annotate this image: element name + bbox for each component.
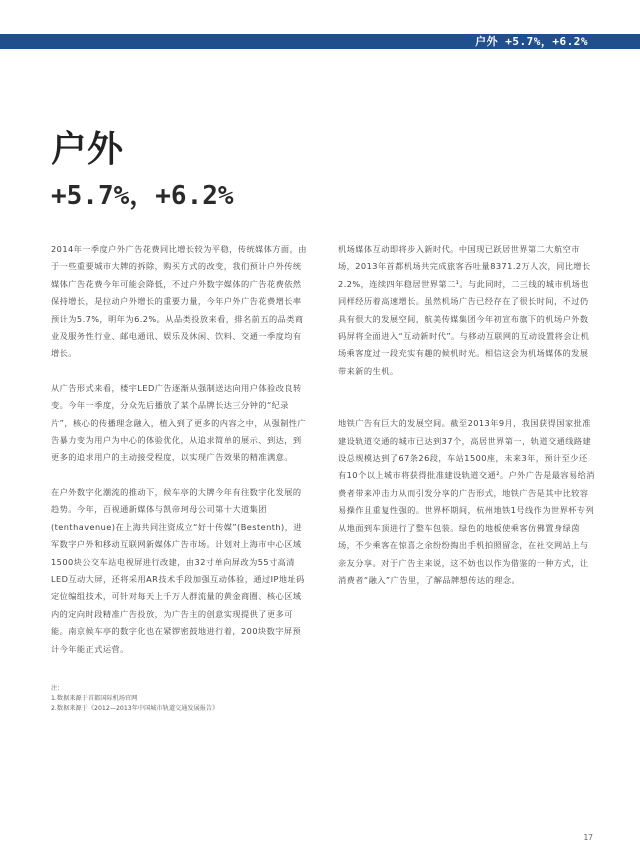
- paragraph: 2014年一季度户外广告花费同比增长较为平稳，传统媒体方面，由于一些重要城市大牌的拆除，购买方式的改变，我们预计户外传统媒体广告花费今年可能会降低，不过户外数字媒体的广告花费依然保持增长，是拉动户外增长的重要力量，今年户外广告花费增长率预计为5.7%，明年为6.2%。从品类投放来看，排名前五的品类商业及服务性行业、邮电通讯、娱乐及休闲、饮料、交通一季度均有增长。: [51, 244, 307, 359]
- page-subtitle: +5.7%，+6.2%: [51, 181, 234, 211]
- header-tag: 户外 +5.7%，+6.2%: [475, 35, 588, 48]
- paragraph: 地铁广告有巨大的发展空间。截至2013年9月，我国获得国家批准建设轨道交通的城市已达到37个，高居世界第一，轨道交通线路建设总规模达到了67条26段，车站1500座，未来3年，预计至少还有10个以上城市将获得批准建设轨道交通²。户外广告是最容易给消费者带来冲击力从而引发分享的广告形式，地铁广告是其中比较容易操作且重复性强的。世界杯期间，杭州地铁1号线作为世界杯专列从地面到车顶进行了整车包装。绿色的地板使乘客仿佛置身绿茵场，不少乘客在惊喜之余纷纷掏出手机拍照留念，在社交网站上与亲友分享。对于广告主来说，这不妨也以作为借鉴的一种方式，让消费者“融入”广告里，了解品牌想传达的理念。: [338, 418, 595, 585]
- footnotes-heading: 注：: [51, 685, 64, 692]
- page-title: 户外: [51, 129, 124, 170]
- right-column: [338, 241, 596, 589]
- footnote-item: 2.数据来源于《2012—2013年中国城市轨道交通发展报告》: [51, 705, 219, 712]
- left-column: [51, 241, 309, 658]
- footnote-item: 1.数据来源于首都国际机场官网: [51, 695, 138, 702]
- page-number: 17: [583, 833, 593, 842]
- paragraph: 在户外数字化潮流的推动下，候车亭的大牌今年有往数字化发展的趋势。今年，百视通新媒体与凯帝珂母公司第十大道集团(tenthavenue)在上海共同注资成立“好十传媒”(Bestenth)，进军数字户外和移动互联网新媒体广告市场。计划对上海市中心区域1500块公交车站电视屏进行改建，由32寸单向屏改为55寸高清LED互动大屏，还将采用AR技术手段加强互动体验，通过IP地址码定位编组技术，可针对每天上千万人群流量的黄金商圈、核心区域内的定向时段精准广告投放，为广告主的创意实现提供了更多可能。南京候车亭的数字化也在紧锣密鼓地进行着，200块数字屏预计今年能正式运营。: [51, 486, 305, 654]
- paragraph: 从广告形式来看，楼宇LED广告逐渐从强制送达向用户体验改良转变。今年一季度，分众先后播放了某个品牌长达三分钟的“纪录片”，核心的传播理念融入，植入到了更多的内容之中，从强制性广告暴力变为用户为中心的体验优化，从追求简单的展示、到达，到更多的追求用户的主动接受程度，以实现广告效果的精准满意。: [51, 382, 307, 463]
- header-bar: [0, 34, 640, 49]
- footnotes: [51, 684, 218, 714]
- paragraph: 机场媒体互动即将步入新时代。中国现已跃居世界第二大航空市场，2013年首都机场共完成旅客吞吐量8371.2万人次，同比增长2.2%，连续四年稳居世界第二¹。与此同时，二三线的城市机场也同样经历着高速增长。虽然机场广告已经存在了很长时间，不过仍具有很大的发展空间，航美传媒集团今年初宣布旗下的机场户外数码屏将全面进入“互动新时代”。与移动互联网的互动设置将会让机场乘客度过一段充实有趣的候机时光。相信这会为机场媒体的发展带来新的生机。: [338, 244, 591, 376]
